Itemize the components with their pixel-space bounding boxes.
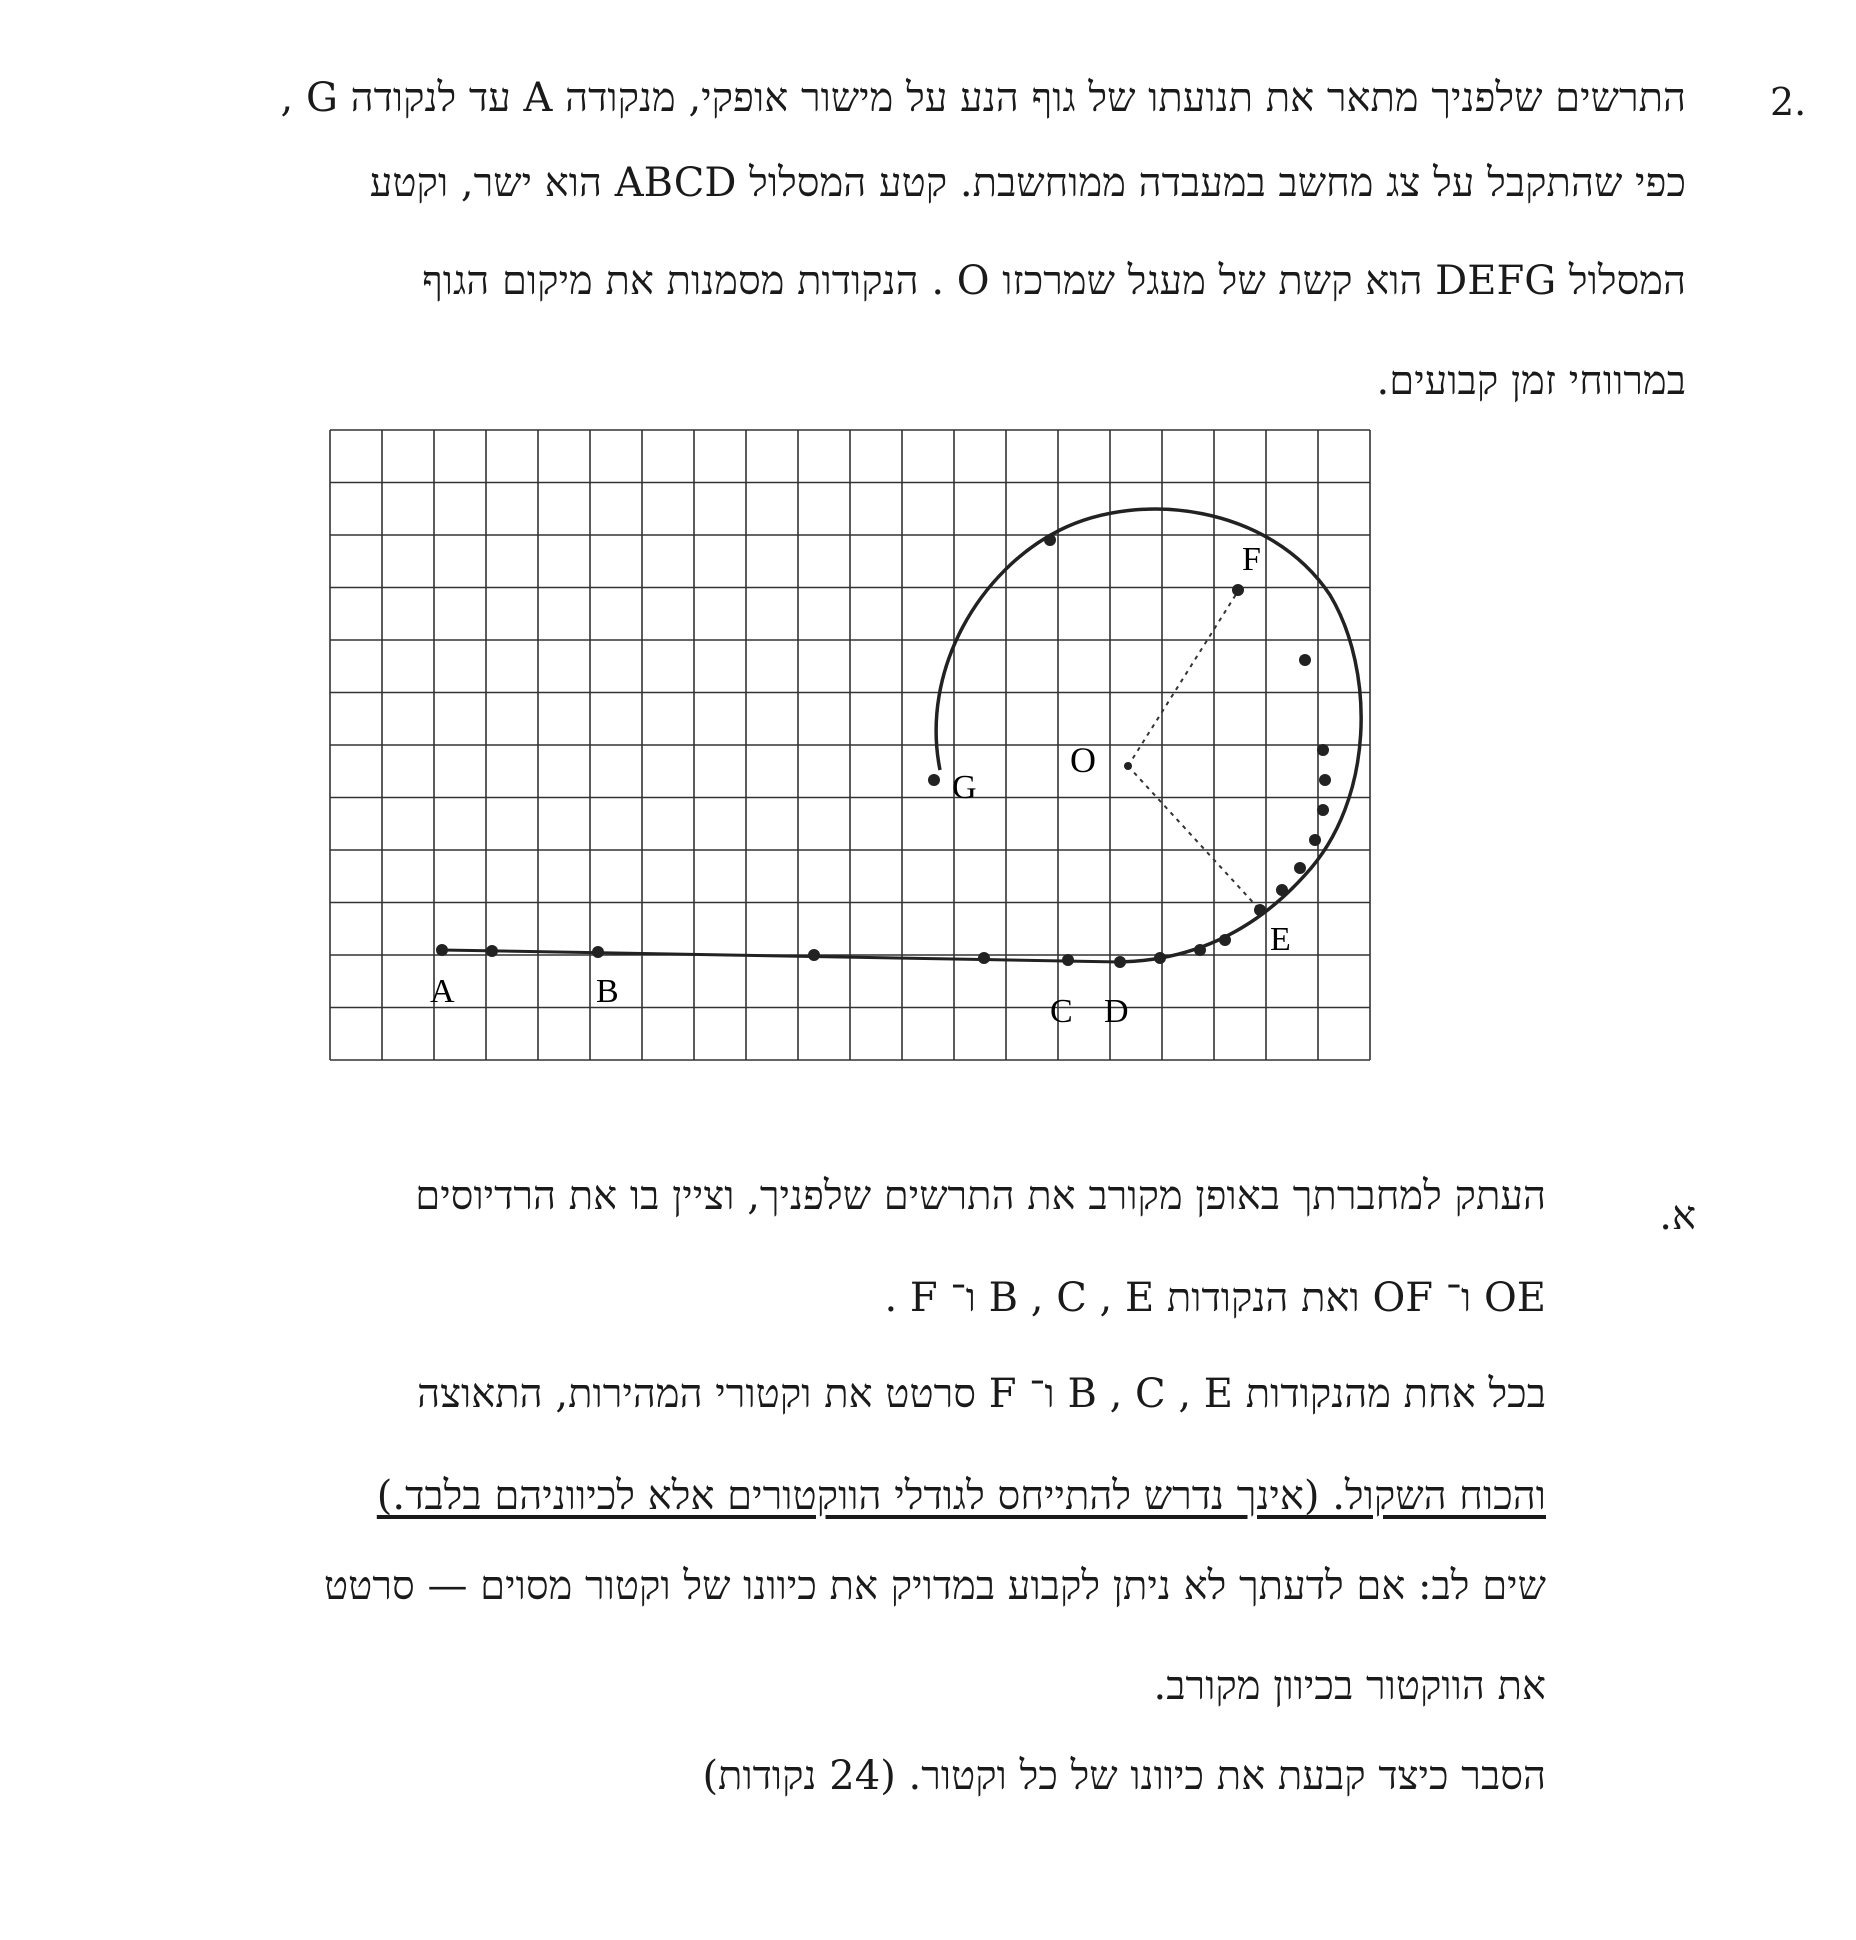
position-dot (978, 952, 990, 964)
label-B: B (596, 973, 619, 1010)
part-a-line-7: הסבר כיצד קבעת את כיוונו של כל וקטור. (24 נקודות) (702, 1753, 1546, 1799)
part-a-line-3: בכל אחת מהנקודות B , C , E ו־ F סרטט את וקטורי המהירות, התאוצה (417, 1371, 1546, 1417)
position-dot (1317, 744, 1329, 756)
position-dot (808, 949, 820, 961)
position-dot (1276, 884, 1288, 896)
part-a-line-1: העתק למחברתך באופן מקורב את התרשים שלפניך, וציין בו את הרדיוסים (415, 1173, 1546, 1219)
position-dot (1114, 956, 1126, 968)
label-A: A (430, 973, 455, 1010)
position-dot (1219, 934, 1231, 946)
label-C: C (1050, 993, 1073, 1030)
label-G: G (952, 769, 977, 806)
position-dot (1299, 654, 1311, 666)
question-number: 2. (1770, 80, 1807, 124)
part-a-line-5: שים לב: אם לדעתך לא ניתן לקבוע במדויק את כיוונו של וקטור מסוים — סרטט (324, 1563, 1546, 1609)
position-dot (436, 944, 448, 956)
part-a-line-2: OE ו־ OF ואת הנקודות B , C , E ו־ F . (884, 1275, 1546, 1321)
position-dot (1044, 534, 1056, 546)
label-O: O (1070, 740, 1096, 780)
position-dot (486, 945, 498, 957)
label-E: E (1270, 921, 1291, 958)
position-dot (1194, 944, 1206, 956)
radius-oe (1128, 766, 1260, 910)
position-dot (1294, 862, 1306, 874)
position-dot (592, 946, 604, 958)
position-dot (1317, 804, 1329, 816)
position-dot (1309, 834, 1321, 846)
motion-path-diagram (320, 420, 1380, 1080)
grid (330, 430, 1370, 1060)
position-dot (1254, 904, 1266, 916)
label-F: F (1242, 541, 1261, 578)
position-dot (1062, 954, 1074, 966)
center-point-o (1124, 762, 1132, 770)
intro-line-4: במרווחי זמן קבועים. (1376, 358, 1686, 404)
intro-line-1: התרשים שלפניך מתאר את תנועתו של גוף הנע על מישור אופקי, מנקודה A עד לנקודה G , (280, 75, 1686, 121)
position-dot (1232, 584, 1244, 596)
straight-path-abcd (442, 950, 1120, 962)
part-a-line-4: והכוח השקול. (אינך נדרש להתייחס לגודלי הווקטורים אלא לכיווניהם בלבד.) (376, 1473, 1546, 1519)
position-dot (928, 774, 940, 786)
part-a-label: א. (1659, 1193, 1696, 1239)
part-a-line-6: את הווקטור בכיוון מקורב. (1153, 1663, 1546, 1709)
intro-line-3: המסלול DEFG הוא קשת של מעגל שמרכזו O . הנקודות מסמנות את מיקום הגוף (422, 258, 1686, 304)
arc-path-defg (936, 509, 1361, 962)
radius-of (1128, 588, 1240, 766)
position-dot (1319, 774, 1331, 786)
label-D: D (1104, 993, 1129, 1030)
position-dot (1154, 952, 1166, 964)
intro-line-2: כפי שהתקבל על צג מחשב במעבדה ממוחשבת. קטע המסלול ABCD הוא ישר, וקטע (369, 160, 1686, 206)
